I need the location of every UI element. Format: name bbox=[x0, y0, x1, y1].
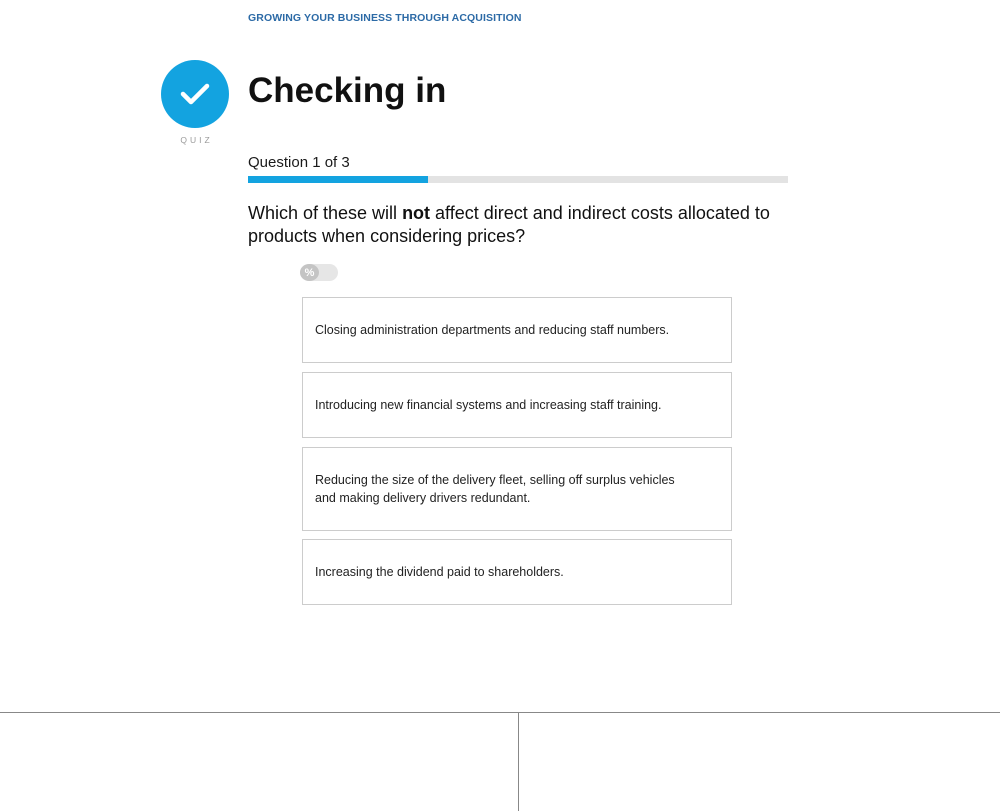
footer-bar bbox=[0, 712, 1000, 810]
progress-bar bbox=[248, 176, 788, 183]
answer-option[interactable] bbox=[302, 539, 732, 605]
progress-fill bbox=[248, 176, 428, 183]
progress-label: Question 1 of 3 bbox=[248, 154, 350, 171]
quiz-circle bbox=[161, 60, 229, 128]
quiz-badge bbox=[161, 60, 229, 145]
answer-option-label: Introducing new financial systems and increasing staff training. bbox=[315, 398, 662, 412]
course-title: GROWING YOUR BUSINESS THROUGH ACQUISITION bbox=[248, 12, 522, 24]
percent-toggle[interactable] bbox=[300, 264, 338, 281]
question-emphasis: not bbox=[402, 203, 431, 223]
answer-option[interactable] bbox=[302, 447, 732, 531]
checkmark-icon bbox=[179, 81, 211, 107]
question-text bbox=[248, 202, 788, 248]
question-text-before: Which of these will bbox=[248, 203, 403, 223]
footer-divider bbox=[518, 713, 519, 811]
answer-option-label: Reducing the size of the delivery fleet, selling off surplus vehicles and making delivery drivers redundant. bbox=[315, 473, 675, 505]
quiz-label: QUIZ bbox=[180, 135, 213, 145]
question-text-after: affect direct and indirect costs allocated to products when considering prices? bbox=[248, 203, 770, 246]
page-title: Checking in bbox=[248, 71, 447, 110]
answer-option[interactable] bbox=[302, 372, 732, 438]
percent-icon: % bbox=[300, 264, 319, 281]
answer-option[interactable] bbox=[302, 297, 732, 363]
answer-option-label: Closing administration departments and reducing staff numbers. bbox=[315, 323, 670, 337]
answer-option-label: Increasing the dividend paid to shareholders. bbox=[315, 565, 564, 579]
